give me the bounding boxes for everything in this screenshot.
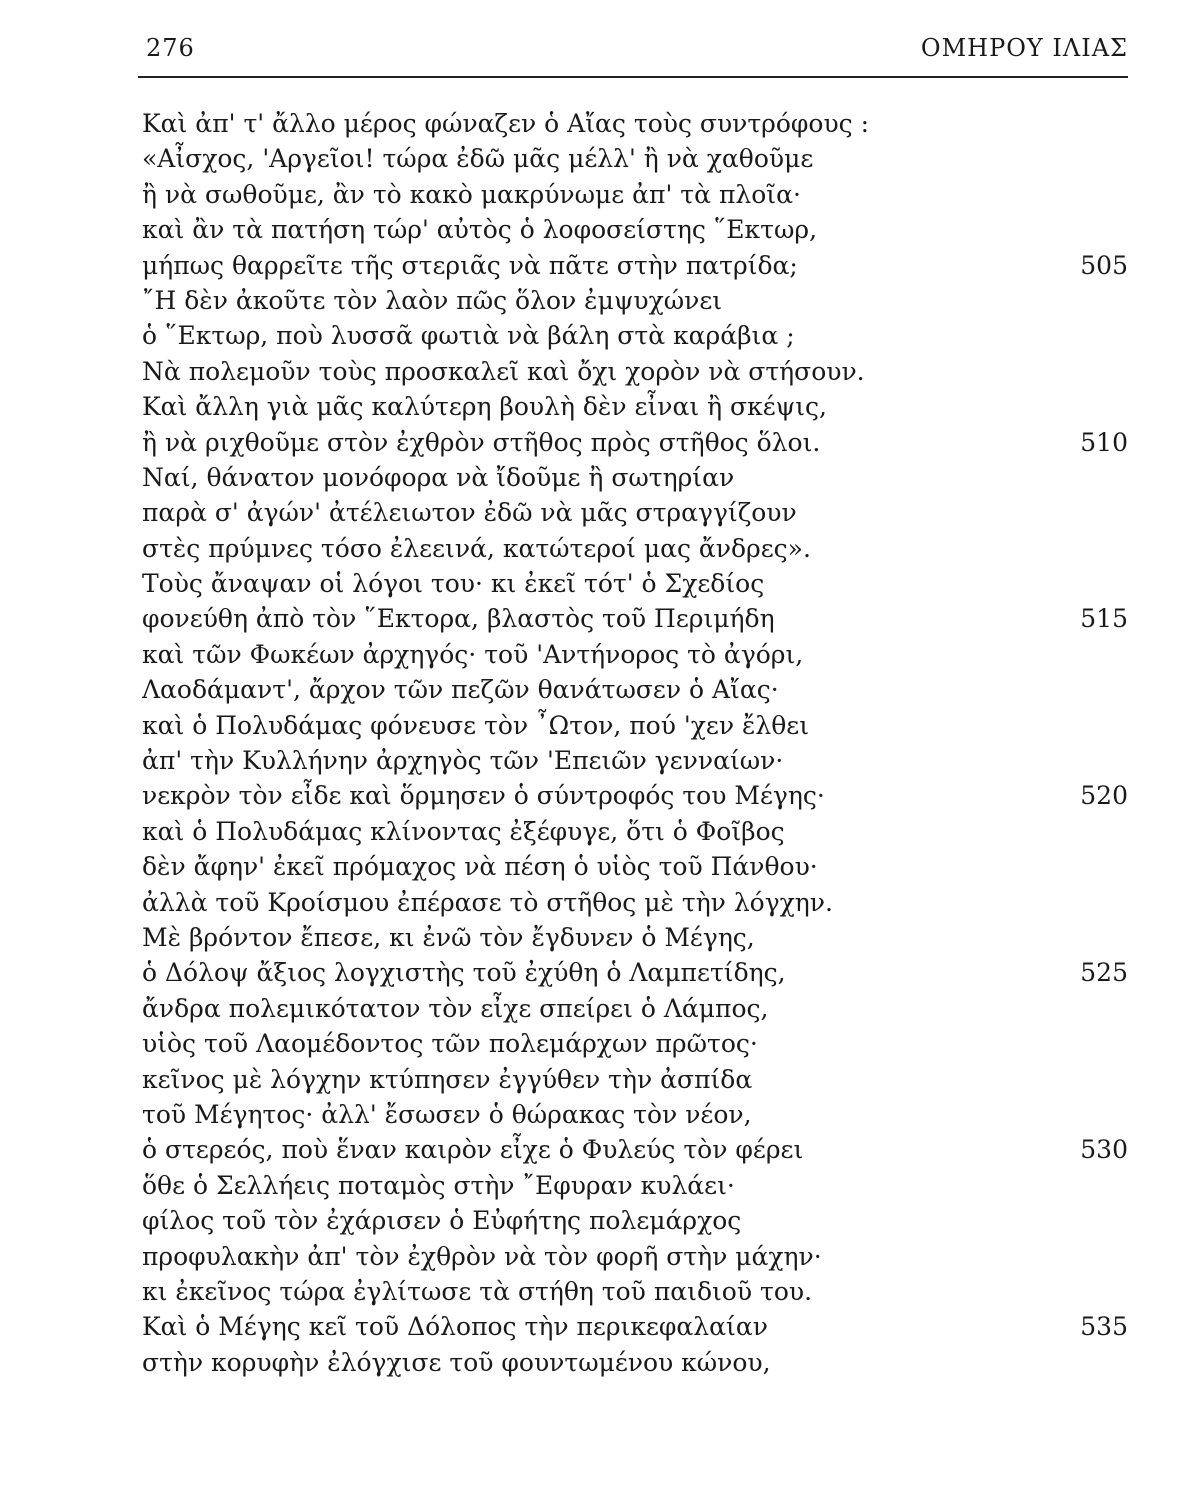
verse-line (138, 566, 1128, 601)
header-rule (138, 76, 1128, 78)
verse-text: Τοὺς ἄναψαν οἱ λόγοι του· κι ἐκεῖ τότ' ὁ Σχεδίος (142, 569, 765, 599)
verse-line (138, 743, 1128, 778)
line-number: 530 (1080, 1135, 1128, 1165)
verse-line (138, 920, 1128, 955)
line-number: 505 (1080, 250, 1128, 280)
verse-line (138, 531, 1128, 566)
verse-text: καὶ ἂν τὰ πατήση τώρ' αὐτὸς ὁ λοφοσείστης ῞Εκτωρ, (142, 215, 818, 245)
verse-line (138, 991, 1128, 1026)
verse-text: κι ἐκεῖνος τώρα ἐγλίτωσε τὰ στήθη τοῦ παιδιοῦ του. (142, 1276, 813, 1306)
verse-text: Νὰ πολεμοῦν τοὺς προσκαλεῖ καὶ ὄχι χορὸν νὰ στήσουν. (142, 356, 865, 386)
verse-line (138, 389, 1128, 424)
verse-line (138, 814, 1128, 849)
verse-text: προφυλακὴν ἀπ' τὸν ἐχθρὸν νὰ τὸν φορῆ στὴν μάχην· (142, 1241, 822, 1271)
verse-line (138, 212, 1128, 247)
verse-line (138, 460, 1128, 495)
line-number: 510 (1080, 427, 1128, 457)
verse-line (138, 1062, 1128, 1097)
page-number: 276 (146, 34, 195, 62)
verse-block (138, 106, 1128, 1380)
verse-text: ἄνδρα πολεμικότατον τὸν εἶχε σπείρει ὁ Λάμπος, (142, 993, 769, 1023)
line-number: 535 (1080, 1312, 1128, 1342)
verse-text: Λαοδάμαντ', ἄρχον τῶν πεζῶν θανάτωσεν ὁ Αἴας· (142, 675, 779, 705)
verse-line (138, 955, 1128, 990)
verse-line (138, 637, 1128, 672)
verse-line (138, 248, 1128, 283)
verse-line (138, 318, 1128, 353)
verse-text: στὲς πρύμνες τόσο ἐλεεινά, κατώτεροί μας ἄνδρες». (142, 533, 811, 563)
verse-text: ἢ νὰ σωθοῦμε, ἂν τὸ κακὸ μακρύνωμε ἀπ' τὰ πλοῖα· (142, 179, 801, 209)
verse-line (138, 141, 1128, 176)
verse-text: ὁ ῞Εκτωρ, ποὺ λυσσᾶ φωτιὰ νὰ βάλη στὰ καράβια ; (142, 321, 795, 351)
verse-text: Ναί, θάνατον μονόφορα νὰ ἴδοῦμε ἢ σωτηρίαν (142, 462, 735, 492)
verse-line (138, 425, 1128, 460)
verse-text: φονεύθη ἀπὸ τὸν ῞Εκτορα, βλαστὸς τοῦ Περιμήδη (142, 604, 775, 634)
verse-text: Καὶ ἄλλη γιὰ μᾶς καλύτερη βουλὴ δὲν εἶναι ἢ σκέψις, (142, 392, 827, 422)
running-head: ΟΜΗΡΟΥ ΙΛΙΑΣ (920, 34, 1128, 62)
verse-text: ὁ Δόλοψ ἄξιος λογχιστὴς τοῦ ἐχύθη ὁ Λαμπετίδης, (142, 958, 786, 988)
verse-text: Μὲ βρόντον ἔπεσε, κι ἐνῶ τὸν ἔγδυνεν ὁ Μέγης, (142, 922, 755, 952)
line-number: 525 (1080, 958, 1128, 988)
verse-text: ῎Η δὲν ἀκοῦτε τὸν λαὸν πῶς ὅλον ἐμψυχώνει (142, 285, 723, 315)
verse-line (138, 849, 1128, 884)
verse-text: Καὶ ὁ Μέγης κεῖ τοῦ Δόλοπος τὴν περικεφαλαίαν (142, 1312, 768, 1342)
verse-line (138, 1203, 1128, 1238)
verse-line (138, 1026, 1128, 1061)
verse-line (138, 601, 1128, 636)
page-header (138, 34, 1128, 70)
verse-line (138, 495, 1128, 530)
verse-text: καὶ τῶν Φωκέων ἀρχηγός· τοῦ 'Αντήνορος τὸ ἀγόρι, (142, 639, 804, 669)
verse-line (138, 1239, 1128, 1274)
verse-line (138, 1132, 1128, 1167)
verse-text: δὲν ἄφην' ἐκεῖ πρόμαχος νὰ πέση ὁ υἱὸς τοῦ Πάνθου· (142, 852, 818, 882)
verse-text: κεῖνος μὲ λόγχην κτύπησεν ἐγγύθεν τὴν ἀσπίδα (142, 1064, 753, 1094)
verse-line (138, 1097, 1128, 1132)
verse-text: ἀλλὰ τοῦ Κροίσμου ἐπέρασε τὸ στῆθος μὲ τὴν λόγχην. (142, 887, 833, 917)
verse-line (138, 708, 1128, 743)
verse-line (138, 672, 1128, 707)
verse-text: ἀπ' τὴν Κυλλήνην ἀρχηγὸς τῶν 'Επειῶν γενναίων· (142, 746, 784, 776)
verse-line (138, 177, 1128, 212)
verse-text: υἱὸς τοῦ Λαομέδοντος τῶν πολεμάρχων πρῶτος· (142, 1029, 758, 1059)
verse-line (138, 354, 1128, 389)
verse-line (138, 885, 1128, 920)
verse-line (138, 283, 1128, 318)
verse-line (138, 778, 1128, 813)
verse-text: «Αἶσχος, 'Αργεῖοι! τώρα ἐδῶ μᾶς μέλλ' ἢ νὰ χαθοῦμε (142, 144, 814, 174)
verse-text: μήπως θαρρεῖτε τῆς στεριᾶς νὰ πᾶτε στὴν πατρίδα; (142, 250, 798, 280)
line-number: 515 (1080, 604, 1128, 634)
verse-text: ὁ στερεός, ποὺ ἕναν καιρὸν εἶχε ὁ Φυλεύς τὸν φέρει (142, 1135, 804, 1165)
verse-text: στὴν κορυφὴν ἐλόγχισε τοῦ φουντωμένου κώνου, (142, 1347, 771, 1377)
verse-line (138, 1274, 1128, 1309)
verse-text: νεκρὸν τὸν εἶδε καὶ ὅρμησεν ὁ σύντροφός του Μέγης· (142, 781, 825, 811)
verse-text: ὅθε ὁ Σελλήεις ποταμὸς στὴν ῎Εφυραν κυλάει· (142, 1170, 735, 1200)
verse-text: καὶ ὁ Πολυδάμας φόνευσε τὸν ῏Ωτον, πού 'χεν ἔλθει (142, 710, 810, 740)
line-number: 520 (1080, 781, 1128, 811)
verse-text: παρὰ σ' ἀγών' ἀτέλειωτον ἐδῶ νὰ μᾶς στραγγίζουν (142, 498, 797, 528)
verse-line (138, 106, 1128, 141)
verse-line (138, 1345, 1128, 1380)
verse-text: ἢ νὰ ριχθοῦμε στὸν ἐχθρὸν στῆθος πρὸς στῆθος ὅλοι. (142, 427, 821, 457)
verse-text: Καὶ ἀπ' τ' ἄλλο μέρος φώναζεν ὁ Αἴας τοὺς συντρόφους : (142, 109, 870, 138)
verse-line (138, 1309, 1128, 1344)
verse-line (138, 1168, 1128, 1203)
verse-text: φίλος τοῦ τὸν ἐχάρισεν ὁ Εὐφήτης πολεμάρχος (142, 1206, 742, 1236)
verse-text: καὶ ὁ Πολυδάμας κλίνοντας ἐξέφυγε, ὅτι ὁ Φοῖβος (142, 816, 785, 846)
verse-text: τοῦ Μέγητος· ἀλλ' ἔσωσεν ὁ θώρακας τὸν νέον, (142, 1099, 752, 1129)
